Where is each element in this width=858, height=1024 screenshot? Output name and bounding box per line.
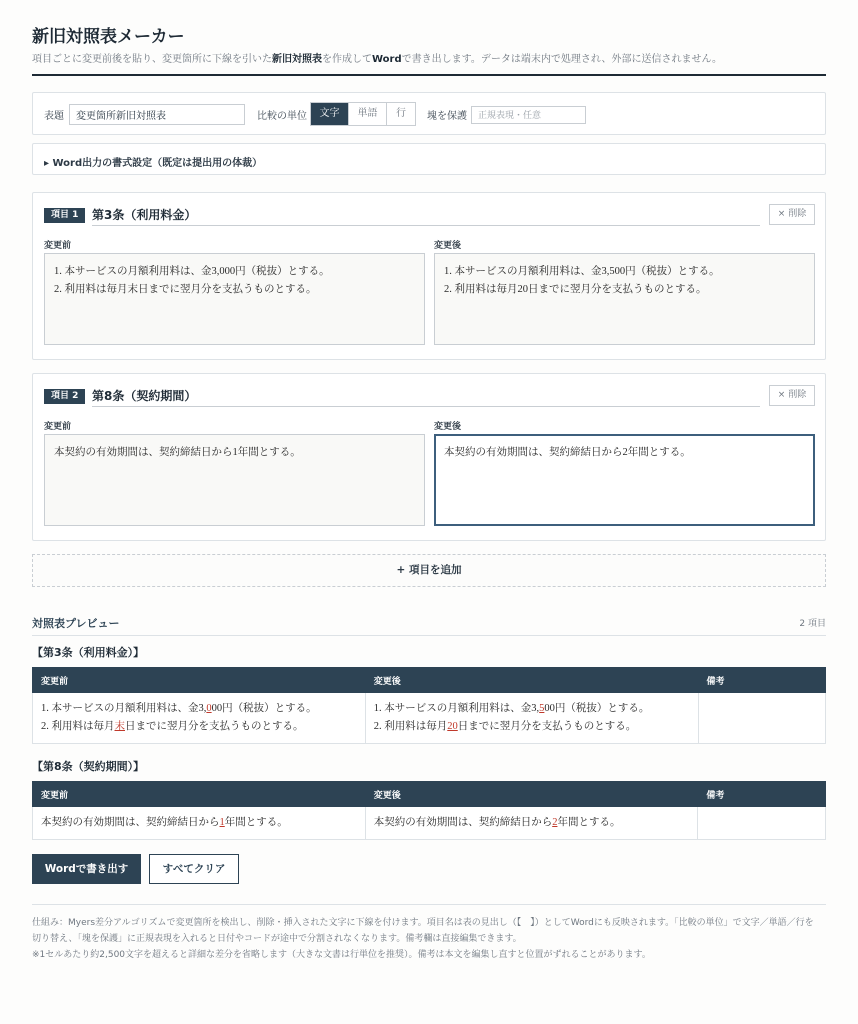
footer-divider	[32, 904, 826, 905]
before-line: 本契約の有効期間は、契約締結日から1年間とする。	[54, 447, 301, 458]
protect-regex-input[interactable]	[471, 106, 586, 124]
unit-option-char[interactable]: 文字	[311, 103, 349, 125]
after-textarea[interactable]	[434, 434, 815, 526]
table-row	[33, 693, 826, 744]
text: 本契約の有効期間は、契約締結日から	[373, 817, 553, 828]
text: 00円（税抜）とする。	[544, 703, 650, 714]
protect-label: 塊を保護	[427, 111, 467, 122]
text: 00円（税抜）とする。	[211, 703, 317, 714]
unit-segmented-control	[310, 102, 416, 126]
before-label: 変更前	[44, 422, 72, 432]
before-line: 2. 利用料は毎月末日までに翌月分を支払うものとする。	[54, 284, 317, 295]
format-settings-label: ▸ Word出力の書式設定（既定は提出用の体裁）	[44, 158, 263, 169]
inserted-mark: 20	[447, 721, 458, 732]
col-header-after: 変更後	[365, 668, 698, 693]
cell-before	[33, 807, 366, 840]
after-label: 変更後	[434, 422, 462, 432]
after-line: 1. 本サービスの月額利用料は、金3,500円（税抜）とする。	[444, 266, 720, 277]
footer-notes	[32, 915, 826, 963]
cell-before	[33, 693, 366, 744]
text: 2. 利用料は毎月	[41, 721, 115, 732]
text: 日までに翌月分を支払うものとする。	[125, 721, 304, 732]
item-card	[32, 192, 826, 360]
cell-note[interactable]	[698, 807, 826, 840]
before-label: 変更前	[44, 241, 72, 251]
subtitle-pre: 項目ごとに変更前後を貼り、変更箇所に下線を引いた	[32, 54, 272, 65]
clear-all-button[interactable]: すべてクリア	[149, 854, 239, 884]
footer-line: ※1セルあたり約2,500文字を超えると詳細な差分を省略します（大きな文書は行単位を推奨）。備考は本文を編集し直すと位置がずれることがあります。	[32, 950, 651, 960]
preview-count: 2 項目	[799, 619, 826, 629]
text: 本契約の有効期間は、契約締結日から	[41, 817, 220, 828]
after-label: 変更後	[434, 241, 462, 251]
text: 1. 本サービスの月額利用料は、金3,	[373, 703, 540, 714]
subtitle-post: で書き出します。データは端末内で処理され、外部に送信されません。	[401, 54, 723, 65]
deleted-mark: 1	[219, 817, 225, 828]
inserted-mark: 2	[552, 817, 558, 828]
unit-option-word[interactable]: 単語	[349, 103, 387, 125]
cell-after	[365, 807, 698, 840]
preview-table	[32, 781, 826, 840]
text: 日までに翌月分を支払うものとする。	[457, 721, 637, 732]
footer-line: 仕組み：Myers差分アルゴリズムで変更箇所を検出し、削除・挿入された文字に下線を付けます。項目名は表の見出し（【 】）としてWordにも反映されます。「比較の単位」で文字／単語／行を	[32, 918, 814, 928]
table-title-input[interactable]	[69, 104, 245, 125]
delete-item-button[interactable]: × 削除	[769, 204, 815, 225]
text: 年間とする。	[224, 817, 288, 828]
page-subtitle	[32, 50, 722, 65]
before-line: 1. 本サービスの月額利用料は、金3,000円（税抜）とする。	[54, 266, 330, 277]
text: 年間とする。	[557, 817, 621, 828]
col-header-before: 変更前	[33, 782, 366, 807]
col-header-before: 変更前	[33, 668, 366, 693]
title-label: 表題	[44, 111, 64, 122]
item-badge: 項目 2	[44, 389, 85, 404]
page-title: 新旧対照表メーカー	[32, 27, 185, 47]
unit-label: 比較の単位	[257, 111, 307, 122]
after-line: 本契約の有効期間は、契約締結日から2年間とする。	[444, 447, 691, 458]
cell-after	[365, 693, 698, 744]
add-item-button[interactable]: + 項目を追加	[32, 554, 826, 587]
preview-section-heading: 【第3条（利用料金）】	[32, 646, 145, 659]
delete-item-button[interactable]: × 削除	[769, 385, 815, 406]
col-header-note: 備考	[698, 668, 825, 693]
header-divider	[32, 74, 826, 76]
unit-option-line[interactable]: 行	[396, 108, 406, 119]
before-textarea[interactable]	[44, 434, 425, 526]
before-textarea[interactable]	[44, 253, 425, 345]
item-title-input[interactable]: 第8条（契約期間）	[92, 387, 760, 407]
export-word-button[interactable]: Wordで書き出す	[32, 854, 141, 884]
after-line: 2. 利用料は毎月20日までに翌月分を支払うものとする。	[444, 284, 707, 295]
cell-note[interactable]	[698, 693, 825, 744]
text: 2. 利用料は毎月	[373, 721, 448, 732]
inserted-mark: 5	[539, 703, 545, 714]
text: 1. 本サービスの月額利用料は、金3,	[41, 703, 207, 714]
item-badge: 項目 1	[44, 208, 85, 223]
footer-line: 切り替え、「塊を保護」に正規表現を入れると日付やコードが途中で分割されなくなります。備考欄は直接編集できます。	[32, 934, 522, 944]
deleted-mark: 0	[206, 703, 212, 714]
deleted-mark: 末	[114, 721, 125, 732]
preview-table	[32, 667, 826, 744]
subtitle-mid: を作成して	[322, 54, 372, 65]
item-title-input[interactable]: 第3条（利用料金）	[92, 206, 760, 226]
format-settings-toggle[interactable]	[32, 143, 826, 175]
after-textarea[interactable]	[434, 253, 815, 345]
preview-title: 対照表プレビュー	[32, 617, 120, 630]
table-row	[33, 807, 826, 840]
item-card	[32, 373, 826, 541]
options-panel	[32, 92, 826, 135]
col-header-note: 備考	[698, 782, 826, 807]
subtitle-bold-word: Word	[372, 54, 402, 65]
col-header-after: 変更後	[365, 782, 698, 807]
subtitle-bold-table: 新旧対照表	[272, 54, 322, 65]
preview-divider	[32, 635, 826, 636]
preview-section-heading: 【第8条（契約期間）】	[32, 760, 145, 773]
